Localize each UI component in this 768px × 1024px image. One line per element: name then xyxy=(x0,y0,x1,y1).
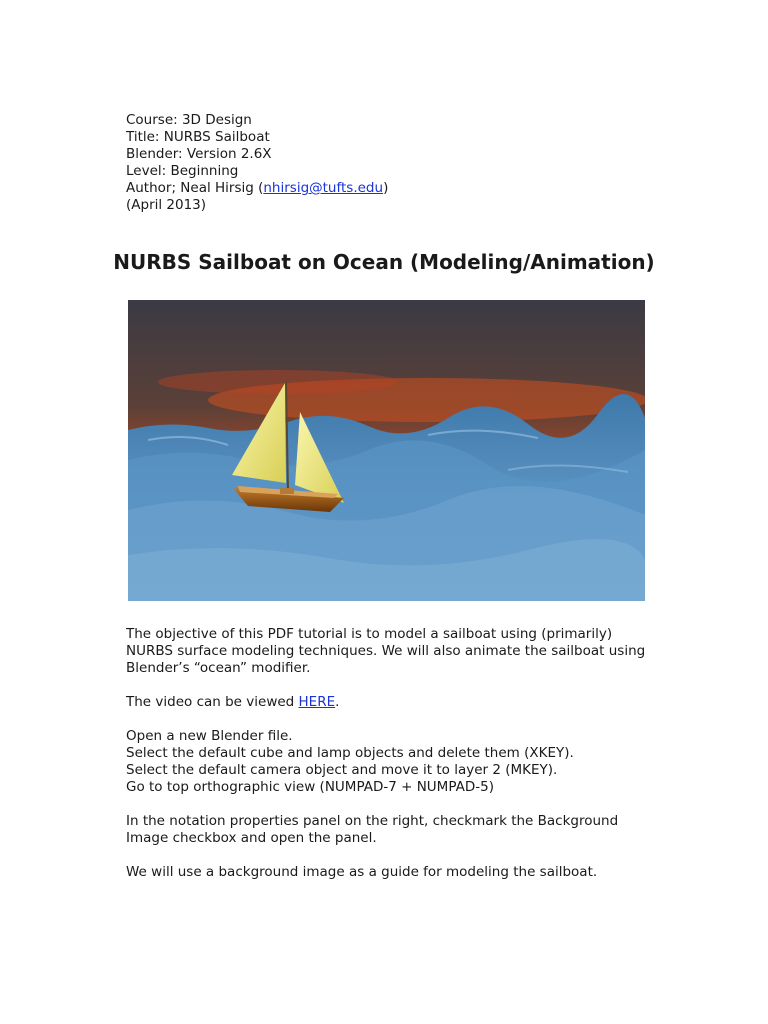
step-3: Select the default camera object and move it to layer 2 (MKEY). xyxy=(126,762,558,778)
course-line: Course: 3D Design xyxy=(126,112,252,128)
document-metadata xyxy=(126,112,656,214)
video-paragraph xyxy=(126,694,656,711)
step-2: Select the default cube and lamp objects and delete them (XKEY). xyxy=(126,745,574,761)
step-4: Go to top orthographic view (NUMPAD-7 + NUMPAD-5) xyxy=(126,779,494,795)
notation-paragraph: In the notation properties panel on the right, checkmark the Background Image checkbox and open the panel. xyxy=(126,813,619,846)
tutorial-body xyxy=(126,626,656,898)
author-suffix: ) xyxy=(383,180,389,196)
author-prefix: Author; Neal Hirsig ( xyxy=(126,180,264,196)
video-link[interactable]: HERE xyxy=(298,694,336,710)
objective-paragraph: The objective of this PDF tutorial is to model a sailboat using (primarily) NURBS surface modeling techniques. We will also animate the sailboat using Blender’s “ocean” modifier. xyxy=(126,626,646,676)
date-line: (April 2013) xyxy=(126,197,207,213)
blender-version-line: Blender: Version 2.6X xyxy=(126,146,272,162)
title-line: Title: NURBS Sailboat xyxy=(126,129,270,145)
step-1: Open a new Blender file. xyxy=(126,728,293,744)
level-line: Level: Beginning xyxy=(126,163,239,179)
video-suffix: . xyxy=(335,694,340,710)
author-line xyxy=(126,180,656,197)
video-prefix: The video can be viewed xyxy=(126,694,299,710)
sailboat-render-image xyxy=(128,300,645,601)
author-email-link[interactable]: nhirsig@tufts.edu xyxy=(263,180,384,196)
background-paragraph: We will use a background image as a guide for modeling the sailboat. xyxy=(126,864,598,880)
document-title: NURBS Sailboat on Ocean (Modeling/Animation) xyxy=(113,250,655,274)
